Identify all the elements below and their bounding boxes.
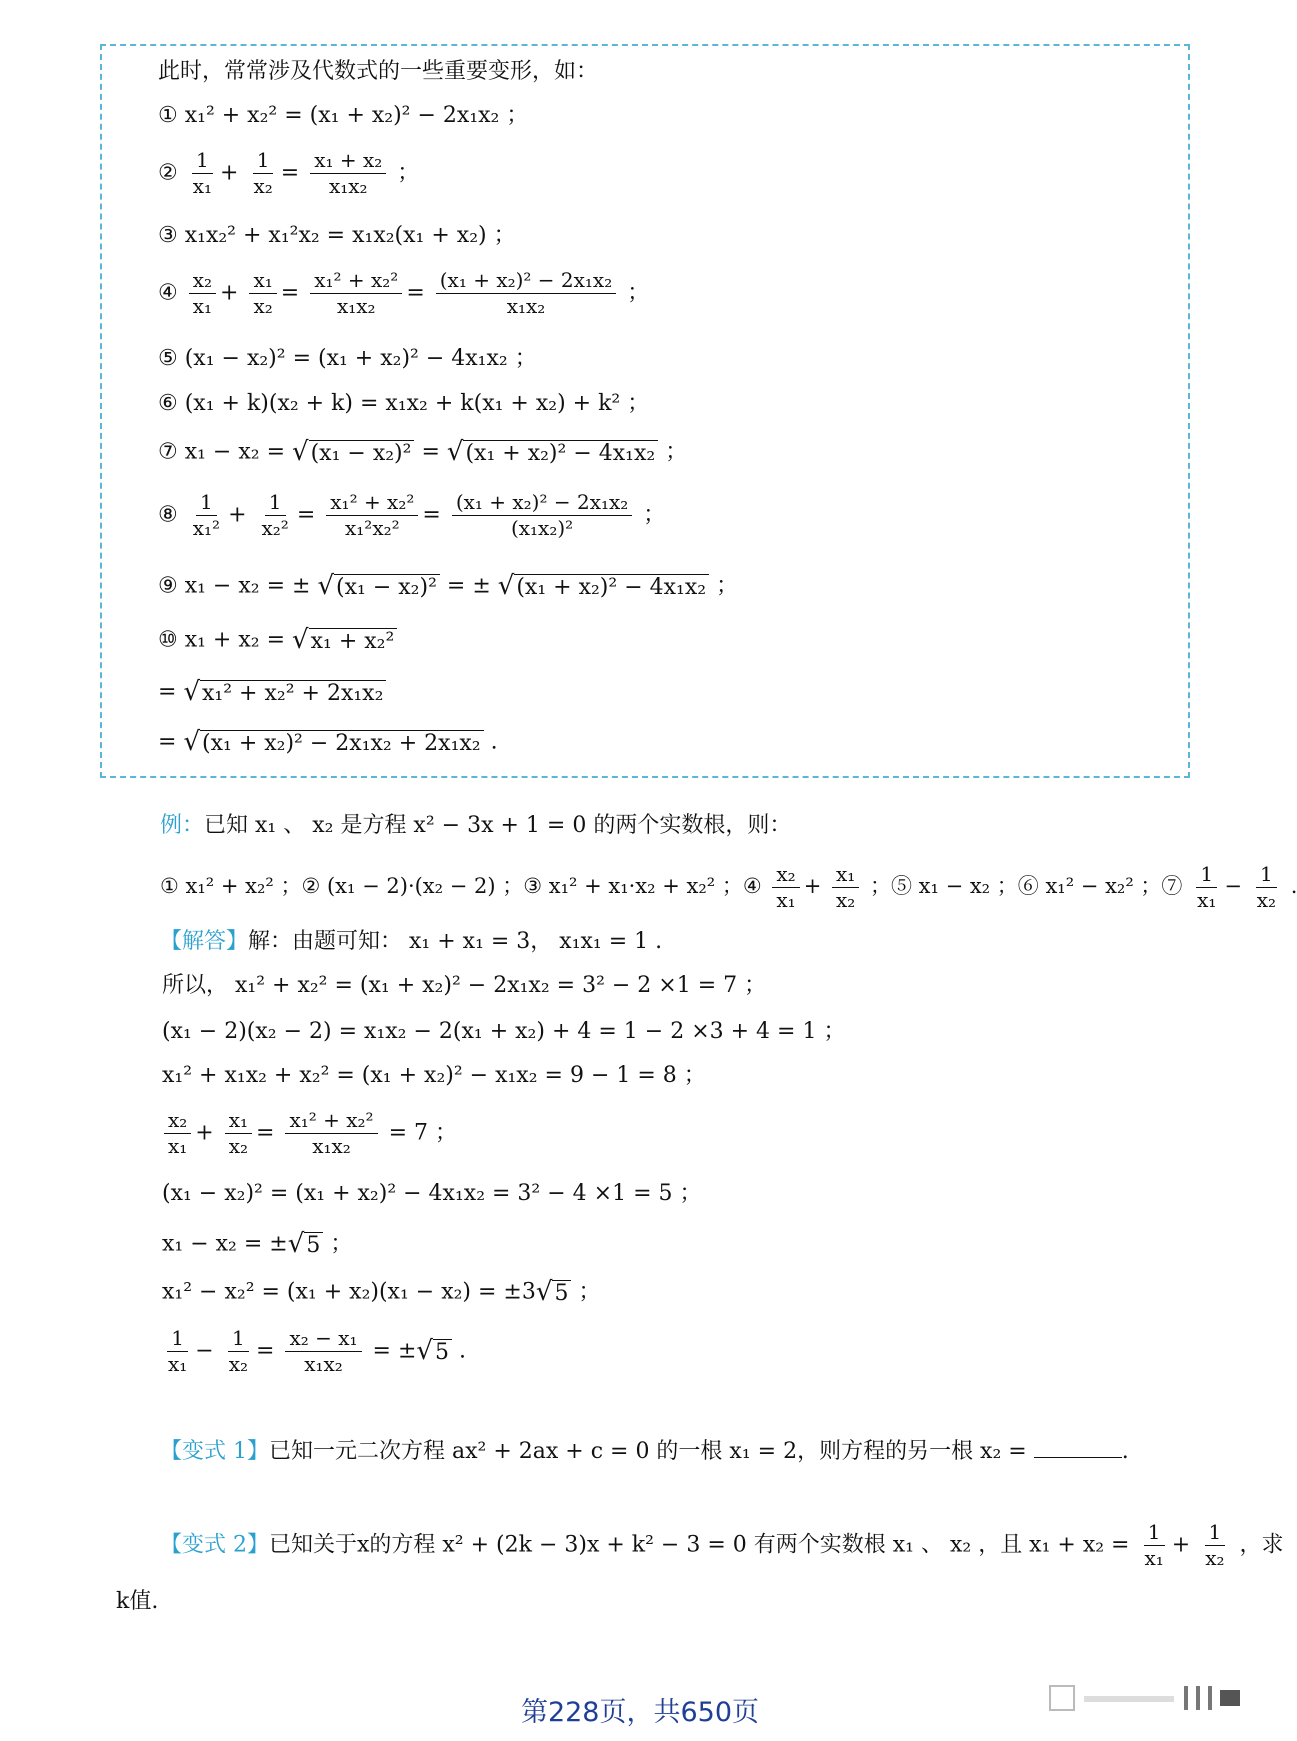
solution-line-7: x₁ − x₂ = ±√5 ； [162, 1229, 353, 1259]
box-intro: 此时，常常涉及代数式的一些重要变形，如： [158, 59, 599, 84]
formula-7: ⑦ x₁ − x₂ = √(x₁ − x₂)² = √(x₁ + x₂)² − 4x₁x₂ ； [158, 437, 688, 467]
formula-10: ⑩ x₁ + x₂ = √x₁ + x₂² [158, 624, 397, 657]
variant-1-label: 【变式 1】 [160, 1439, 269, 1464]
solution-line-1: 【解答】解：由题可知： x₁ + x₁ = 3， x₁x₁ = 1 . [160, 929, 663, 954]
variant-1: 【变式 1】已知一元二次方程 ax² + 2ax + c = 0 的一根 x₁ = 2，则方程的另一根 x₂ = . [160, 1439, 1129, 1464]
variant-2: 【变式 2】已知关于x的方程 x² + (2k − 3)x + k² − 3 = 0 有两个实数根 x₁ 、 x₂ ，且 x₁ + x₂ = $\frac{1}{\text{x₁}}$ + $\frac{1}{\text{x₂}}$ ，求 [160, 1520, 1284, 1570]
formula-1: ① x₁² + x₂² = (x₁ + x₂)² − 2x₁x₂ ； [158, 103, 529, 128]
example-items: ① x₁² + x₂² ；② (x₁ − 2)·(x₂ − 2) ；③ x₁² + x₁·x₂ + x₂² ；④ $\frac{\text{x₂}}{\text{x₁}}$ + $\frac{\text{x₁}}{\text{x₂}}$ ；⑤ x₁ − x₂ ；⑥ x₁² − x₂² ；⑦ $\frac{1}{\text{x₁}}$ − $\frac{1}{\text{x₂}}$ . [160, 862, 1297, 912]
formula-4: ④ $\frac{\text{x₂}}{\text{x₁}}$ + $\frac{\text{x₁}}{\text{x₂}}$ = $\frac{\text{x₁² + x₂²}}{\text{x₁x₂}}$ = $\frac{\text{(x₁ + x₂)² − 2x₁x₂}}{\text{x₁x₂}}$ ； [158, 268, 650, 318]
solution-line-2: 所以， x₁² + x₂² = (x₁ + x₂)² − 2x₁x₂ = 3² − 2 ×1 = 7 ； [162, 973, 767, 998]
formula-6: ⑥ (x₁ + k)(x₂ + k) = x₁x₂ + k(x₁ + x₂) + k² ； [158, 391, 650, 416]
scan-artifact-icon [1050, 1684, 1250, 1714]
solution-line-6: (x₁ − x₂)² = (x₁ + x₂)² − 4x₁x₂ = 3² − 4 ×1 = 5 ； [162, 1181, 702, 1206]
solution-line-3: (x₁ − 2)(x₂ − 2) = x₁x₂ − 2(x₁ + x₂) + 4 = 1 − 2 ×3 + 4 = 1 ； [162, 1019, 846, 1044]
solution-line-5: $\frac{\text{x₂}}{\text{x₁}}$ + $\frac{\text{x₁}}{\text{x₂}}$ = $\frac{\text{x₁² + x₂²}}{\text{x₁x₂}}$ = 7 ； [160, 1108, 457, 1159]
solution-label: 【解答】 [160, 929, 249, 954]
formula-2: ② $\frac{1}{\text{x₁}}$ + $\frac{1}{\text{x₂}}$ = $\frac{\text{x₁ + x₂}}{\text{x₁x₂}}$ ； [158, 148, 420, 198]
formula-3: ③ x₁x₂² + x₁²x₂ = x₁x₂(x₁ + x₂) ； [158, 223, 516, 248]
solution-line-4: x₁² + x₁x₂ + x₂² = (x₁ + x₂)² − x₁x₂ = 9 − 1 = 8 ； [162, 1063, 706, 1088]
formula-10-step3: = √(x₁ + x₂)² − 2x₁x₂ + 2x₁x₂ . [158, 727, 498, 757]
example-statement: 例：已知 x₁ 、 x₂ 是方程 x² − 3x + 1 = 0 的两个实数根，则： [160, 813, 792, 838]
answer-blank[interactable] [1034, 1457, 1122, 1458]
variant-2-label: 【变式 2】 [160, 1532, 269, 1558]
formula-5: ⑤ (x₁ − x₂)² = (x₁ + x₂)² − 4x₁x₂ ； [158, 346, 537, 371]
formula-9: ⑨ x₁ − x₂ = ± √(x₁ − x₂)² = ± √(x₁ + x₂)² − 4x₁x₂ ； [158, 571, 739, 601]
solution-line-9: $\frac{1}{\text{x₁}}$ − $\frac{1}{\text{x₂}}$ = $\frac{\text{x₂ − x₁}}{\text{x₁x₂}}$ = ±√5 . [168, 1326, 466, 1376]
solution-line-8: x₁² − x₂² = (x₁ + x₂)(x₁ − x₂) = ±3√5 ； [162, 1277, 601, 1307]
formula-8: ⑧ $\frac{1}{\text{x₁²}}$ + $\frac{1}{\text{x₂²}}$ = $\frac{\text{x₁² + x₂²}}{\text{x₁²x₂²}}$ = $\frac{\text{(x₁ + x₂)² − 2x₁x₂}}{\text{(x₁x₂)²}}$ ； [158, 490, 666, 540]
page-number: 第228页，共650页 [520, 1697, 760, 1728]
variant-2-line-2: k值. [116, 1589, 159, 1614]
formula-10-step2: = √x₁² + x₂² + 2x₁x₂ [158, 676, 386, 709]
example-label: 例： [160, 813, 205, 838]
